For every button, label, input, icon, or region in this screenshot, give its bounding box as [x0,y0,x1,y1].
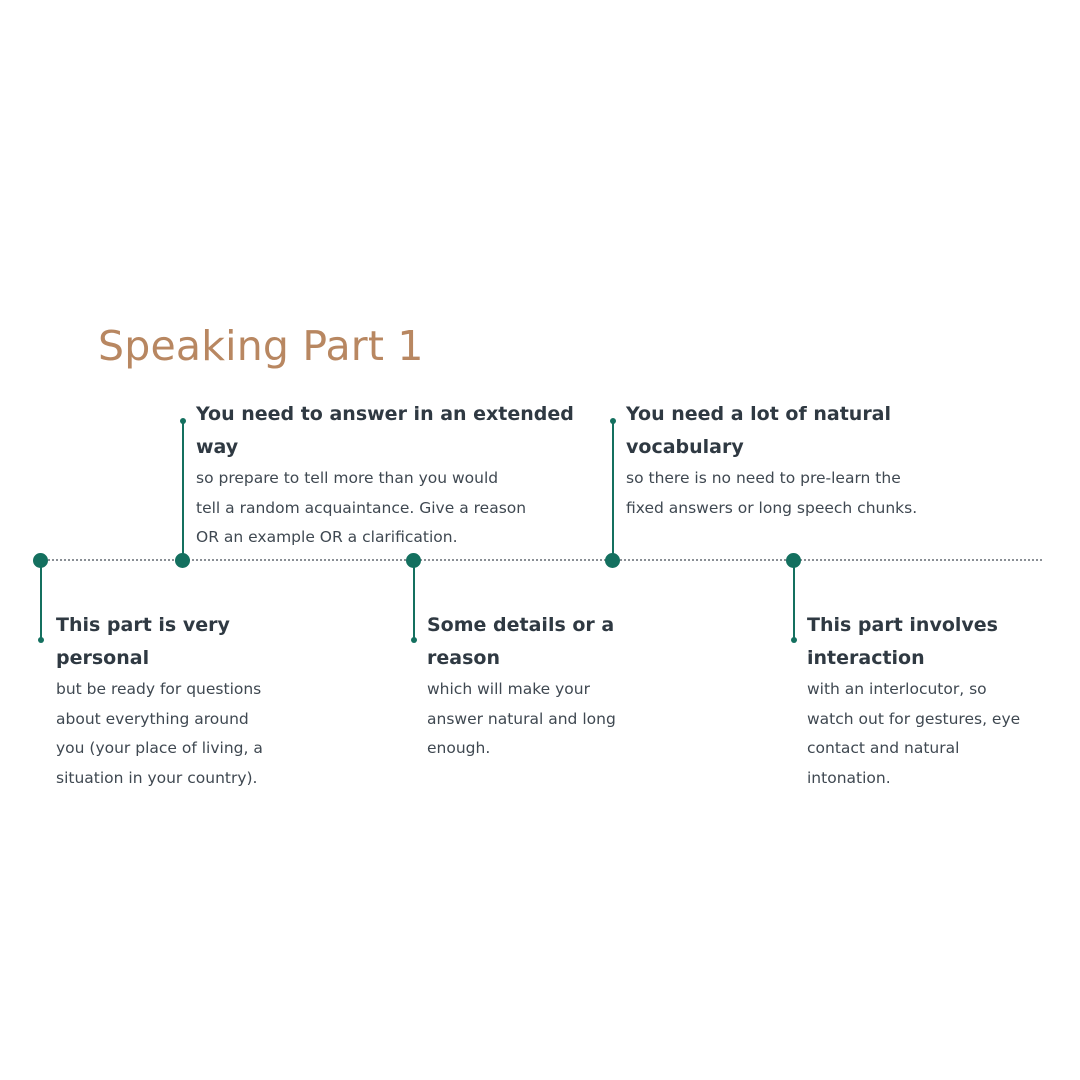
card-5-body-line-4: intonation. [807,768,891,787]
timeline-dotted-line [40,559,1042,561]
card-5-body-line-1: with an interlocutor, so [807,680,987,698]
timeline-node-2 [175,553,190,568]
card-1-title-line-1: This part is very [56,614,230,636]
card-2-body [196,464,574,553]
diagram-title: Speaking Part 1 [98,322,424,370]
card-4-title-line-1: You need a lot of natural [626,403,892,425]
card-1-title-line-2: personal [56,647,150,669]
card-5-body [807,675,1020,793]
card-3-body-line-1: which will make your [427,680,590,698]
timeline-stem-dot-5 [791,637,797,643]
timeline-stem-4 [612,422,614,554]
card-1-body-line-4: situation in your country). [56,768,258,787]
card-2-title-line-2: way [196,436,239,458]
timeline-node-4 [605,553,620,568]
card-1-body-line-3: you (your place of living, a [56,739,263,758]
card-2-title [196,398,574,464]
timeline-card-3 [427,609,616,764]
timeline-stem-3 [413,566,415,640]
card-1-body [56,675,263,793]
card-2-body-line-3: OR an example OR a clarification. [196,528,458,547]
timeline-stem-2 [182,422,184,554]
timeline-card-5 [807,609,1020,793]
card-5-body-line-2: watch out for gestures, eye [807,709,1021,728]
timeline-stem-dot-4 [610,418,616,424]
timeline-stem-5 [793,566,795,640]
card-3-body-line-2: answer natural and long [427,709,616,728]
card-5-title-line-1: This part involves [807,614,998,636]
card-2-body-line-2: tell a random acquaintance. Give a reason [196,498,527,517]
timeline-stem-1 [40,566,42,640]
timeline-stem-dot-1 [38,637,44,643]
timeline-card-2 [196,398,574,553]
timeline-card-1 [56,609,263,793]
card-1-title [56,609,263,675]
card-4-title [626,398,917,464]
card-3-title-line-2: reason [427,647,500,669]
card-3-body [427,675,616,764]
timeline-card-4 [626,398,917,523]
card-2-body-line-1: so prepare to tell more than you would [196,469,499,487]
timeline-stem-dot-3 [411,637,417,643]
card-4-body-line-2: fixed answers or long speech chunks. [626,498,918,517]
card-4-body [626,464,917,523]
card-4-body-line-1: so there is no need to pre-learn the [626,469,901,487]
card-4-title-line-2: vocabulary [626,436,744,458]
card-2-title-line-1: You need to answer in an extended [196,403,574,425]
card-3-title [427,609,616,675]
timeline-stem-dot-2 [180,418,186,424]
card-3-title-line-1: Some details or a [427,614,615,636]
card-5-body-line-3: contact and natural [807,739,960,758]
card-5-title-line-2: interaction [807,647,925,669]
card-1-body-line-2: about everything around [56,709,249,728]
card-1-body-line-1: but be ready for questions [56,680,262,698]
card-3-body-line-3: enough. [427,739,491,758]
card-5-title [807,609,1020,675]
